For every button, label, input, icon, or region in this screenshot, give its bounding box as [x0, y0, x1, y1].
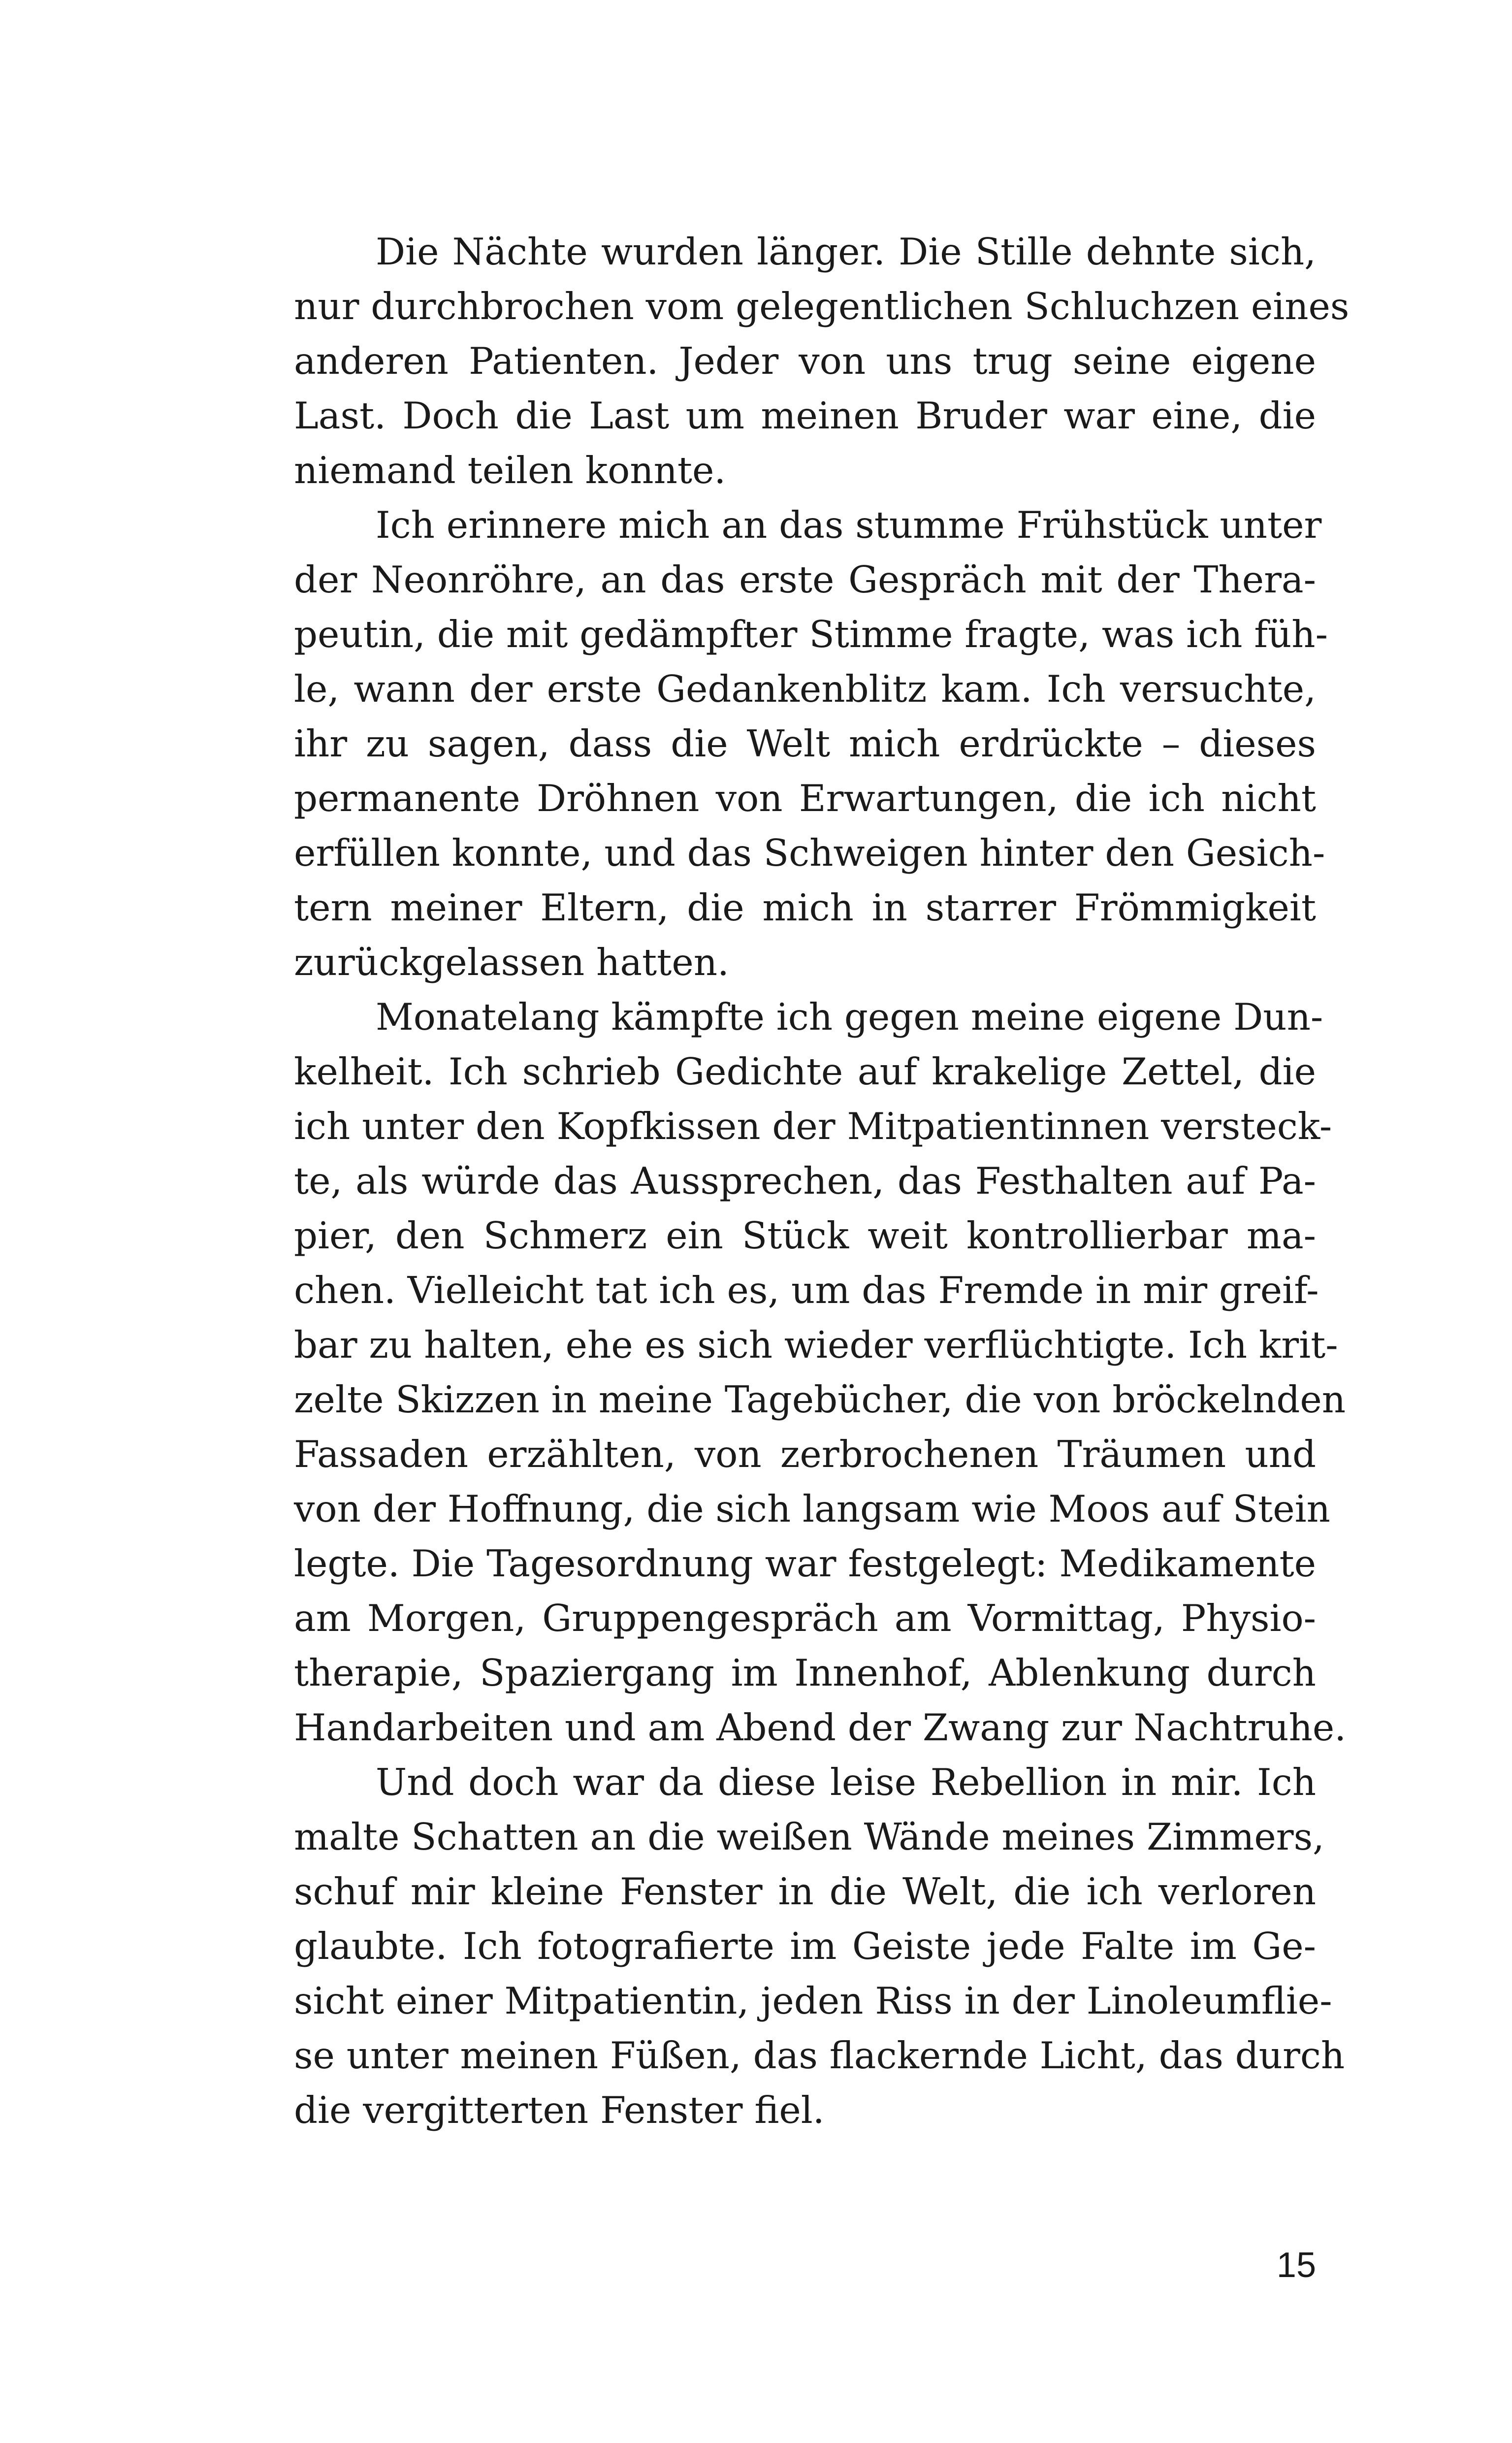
text-line: erfüllen konnte, und das Schweigen hinter den Gesich-: [294, 831, 1325, 875]
text-line: nur durchbrochen vom gelegentlichen Schluchzen eines: [294, 285, 1350, 328]
text-line: von der Hoffnung, die sich langsam wie Moos auf Stein: [294, 1487, 1330, 1531]
text-line: Monatelang kämpfte ich gegen meine eigene Dun-: [376, 995, 1323, 1039]
text-line: zurückgelassen hatten.: [294, 941, 729, 984]
text-line: Last. Doch die Last um meinen Bruder war eine, die: [294, 394, 1316, 437]
text-line: ihr zu sagen, dass die Welt mich erdrückte – dieses: [294, 722, 1316, 765]
paragraph: [294, 1755, 1345, 2138]
text-line: schuf mir kleine Fenster in die Welt, die ich verloren: [294, 1870, 1316, 1913]
text-line: peutin, die mit gedämpfter Stimme fragte, was ich füh-: [294, 613, 1328, 656]
text-line: Die Nächte wurden länger. Die Stille dehnte sich,: [376, 230, 1316, 273]
text-line: niemand teilen konnte.: [294, 449, 726, 492]
text-line: pier, den Schmerz ein Stück weit kontrollierbar ma-: [294, 1214, 1316, 1257]
text-line: der Neonröhre, an das erste Gespräch mit der Thera-: [294, 558, 1316, 601]
text-line: glaubte. Ich fotografierte im Geiste jede Falte im Ge-: [294, 1924, 1316, 1968]
text-line: malte Schatten an die weißen Wände meines Zimmers,: [294, 1815, 1324, 1858]
text-line: le, wann der erste Gedankenblitz kam. Ich versuchte,: [294, 667, 1316, 711]
text-line: te, als würde das Aussprechen, das Festhalten auf Pa-: [294, 1159, 1316, 1203]
paragraph: [294, 225, 1350, 498]
page-number: 15: [1276, 2246, 1316, 2285]
text-line: Ich erinnere mich an das stumme Frühstück unter: [376, 503, 1322, 547]
paragraph: [294, 990, 1347, 1755]
body-text: [294, 225, 1350, 2138]
text-line: legte. Die Tagesordnung war festgelegt: Medikamente: [294, 1542, 1316, 1585]
text-line: tern meiner Eltern, die mich in starrer Frömmigkeit: [294, 886, 1316, 929]
text-line: sicht einer Mitpatientin, jeden Riss in der Linoleumflie-: [294, 1979, 1332, 2022]
text-line: permanente Dröhnen von Erwartungen, die ich nicht: [294, 777, 1316, 820]
text-line: Handarbeiten und am Abend der Zwang zur Nachtruhe.: [294, 1706, 1347, 1749]
text-line: se unter meinen Füßen, das flackernde Licht, das durch: [294, 2034, 1345, 2077]
paragraph: [294, 498, 1328, 990]
text-line: Und doch war da diese leise Rebellion in mir. Ich: [376, 1760, 1316, 1804]
text-line: bar zu halten, ehe es sich wieder verflüchtigte. Ich krit-: [294, 1323, 1338, 1367]
text-line: kelheit. Ich schrieb Gedichte auf krakelige Zettel, die: [294, 1050, 1316, 1093]
text-line: die vergitterten Fenster fiel.: [294, 2088, 825, 2132]
text-line: zelte Skizzen in meine Tagebücher, die von bröckelnden: [294, 1378, 1346, 1421]
text-line: chen. Vielleicht tat ich es, um das Fremde in mir greif-: [294, 1269, 1319, 1312]
text-line: Fassaden erzählten, von zerbrochenen Träumen und: [294, 1433, 1316, 1476]
text-line: anderen Patienten. Jeder von uns trug seine eigene: [294, 339, 1316, 383]
text-line: therapie, Spaziergang im Innenhof, Ablenkung durch: [294, 1651, 1316, 1694]
text-line: am Morgen, Gruppengespräch am Vormittag, Physio-: [294, 1596, 1316, 1640]
text-line: ich unter den Kopfkissen der Mitpatientinnen versteck-: [294, 1105, 1332, 1148]
